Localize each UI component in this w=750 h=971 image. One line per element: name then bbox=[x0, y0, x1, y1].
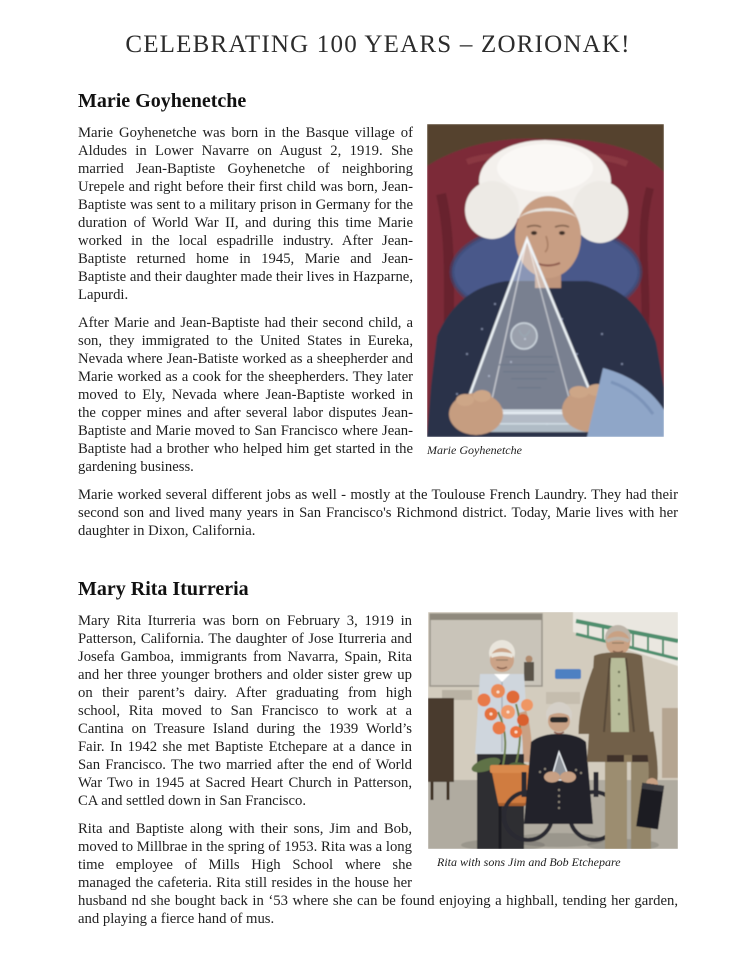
rita-photo-caption: Rita with sons Jim and Bob Etchepare bbox=[437, 855, 621, 869]
rita-photo-figure bbox=[428, 612, 678, 870]
page-title: CELEBRATING 100 YEARS – ZORIONAK! bbox=[125, 31, 631, 58]
rita-paragraph-2: Rita and Baptiste along with their sons, Jim and Bob, moved to Millbrae in the spring of 1953. Rita was a long time employee of Mills High School where she managed the cafeteria. Rita still resides in the house her husband nd she bought back in ‘53 where she can be found enjoying a highball, tending her garden, and playing a fierce hand of mus. bbox=[78, 821, 678, 927]
marie-paragraph-2: After Marie and Jean-Baptiste had their second child, a son, they immigrated to the United States in Eureka, Nevada where Jean-Batiste worked as a sheepherder and Marie worked as a cook for the sheepherders. They later moved to Ely, Nevada where Jean-Baptiste worked in the copper mines and after several labor disputes Jean-Baptiste and Marie moved to San Francisco where Jean-Baptiste had a brother who helped him get started in the gardening business. bbox=[78, 315, 413, 475]
marie-paragraph-1: Marie Goyhenetche was born in the Basque village of Aldudes in Lower Navarre on August 2, 1919. She married Jean-Baptiste Goyhenetche of neighboring Urepele and right before their first child was born, Jean-Baptiste was sent to a military prison in Germany for the duration of World War II, and during this time Marie worked in the local espadrille industry. After Jean-Baptiste returned home in 1945, Marie and Jean-Baptiste and their daughter made their lives in Hazparne, Lapurdi. bbox=[78, 125, 413, 303]
section-marie-goyhenetche bbox=[78, 88, 678, 550]
marie-paragraph-3: Marie worked several different jobs as well - mostly at the Toulouse French Laundry. They had their second son and lived many years in San Francisco's Richmond district. Today, Marie lives with her daughter in Dixon, California. bbox=[78, 487, 678, 539]
marie-section-heading: Marie Goyhenetche bbox=[78, 90, 247, 112]
rita-photo bbox=[428, 612, 678, 849]
marie-photo-figure bbox=[427, 124, 664, 458]
rita-section-heading: Mary Rita Iturreria bbox=[78, 578, 249, 600]
marie-photo bbox=[427, 124, 664, 437]
marie-photo-art bbox=[427, 124, 664, 437]
rita-paragraph-1: Mary Rita Iturreria was born on February 3, 1919 in Patterson, California. The daughter of Jose Iturreria and Josefa Gamboa, immigrants from Navarra, Spain, Rita and her three younger brothers and older sister grew up on their parent’s dairy. After graduating from high school, Rita moved to San Francisco to work at a Cantina on Treasure Island during the 1939 World’s Fair. In 1942 she met Baptiste Etchepare at a dance in San Francisco. The two married after the end of World War Two in 1945 at Sacred Heart Church in Patterson, CA and settled down in San Francisco. bbox=[78, 613, 412, 809]
rita-photo-art bbox=[428, 612, 678, 849]
marie-photo-caption: Marie Goyhenetche bbox=[427, 443, 522, 457]
section-mary-rita-iturreria bbox=[78, 576, 678, 938]
